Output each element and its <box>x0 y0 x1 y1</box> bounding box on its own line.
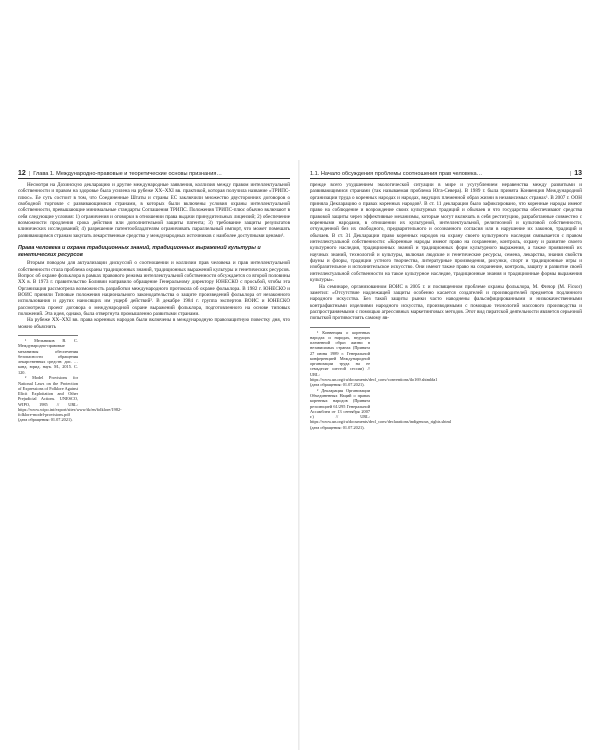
paragraph: На семинаре, организованном ВОИС в 2005 г. и посвященном проблеме охраны фольклора, М. Фичор (M. Ficsor) заметил: «Отсутствие надлежащей защиты особенно касается создателей и производителей предметов подлинного народного искусства. Без такой защиты рынки часто наводнены фальсифицированными и низкокачественными контрафактными изделиями народного искусства, производимыми с помощью технологий массового производства и распространяемыми с помощью агрессивных маркетинговых методов. Этот вид пиратской деятельности является серьезной попыткой противостоять самому яв- <box>310 283 582 322</box>
right-page-number: 13 <box>574 170 582 177</box>
left-footnotes <box>18 335 122 423</box>
right-running-head <box>310 170 582 179</box>
header-separator: | <box>28 170 31 177</box>
footnote: ¹ Мельников В. С. Международно-правовые механизмы обеспечения безопасности обращения лекарственных средств: дис. … канд. юрид. наук. М., 2015. С. 120. <box>18 338 78 375</box>
left-running-head-text: Глава 1. Международно-правовые и теоретические основы признания… <box>33 170 222 177</box>
footnote: ² Декларация Организации Объединенных Наций о правах коренных народов (Принята резолюцией 61/295 Генеральной Ассамблеи от 13 сентября 2007 г.) // URL: https://www.un.org/ru/documents/decl_conv/declarations/indigenous_rights.shtml (дата обращения: 01.07.2021). <box>310 387 452 430</box>
footnote: ² Model Provisions for National Laws on the Protection of Expressions of Folklore Against Illicit Exploitation and Other Prejudicial Actions. UNESCO, WIPO, 1985 // URL: https://www.wipo.int/export/sites/www/tk/en/folklore/1982-folklore-model-provisions.pdf (дата обращения: 01.07.2021). <box>18 375 122 423</box>
right-body-text <box>310 182 582 322</box>
section-subheading: Права человека и охрана традиционных знаний, традиционных выражений культуры и генетических ресурсов <box>18 245 261 258</box>
left-page <box>18 170 290 423</box>
paragraph: Несмотря на Дохинскую декларацию и другие международные заявления, коллизия между правом интеллектуальной собственности и правом на здоровье была усилена на рубеже XX–XXI вв. практикой, которая получила название «ТРИПС-плюс». Ее суть состоит в том, что Соединенные Штаты и страны ЕС заключили множество двусторонних договоров о свободной торговле с развивающимися странами, в которых были включены условия охраны интеллектуальной собственности, превышающие минимальные стандарты Соглашения ТРИПС. Положения ТРИПС-плюс обычно включают в себя следующие условия: 1) ограничения и оговорки в отношении права выдачи принудительных лицензий; 2) обеспечение возможности продления срока действия или дополнительной защиты патента; 3) требование защиты результатов клинических исследований; 4) разрешение патентообладателям ограничивать параллельный импорт, что может помешать развивающимся странам закупать лекарственные средства у международных источников с наиболее доступными ценами¹. <box>18 182 290 239</box>
right-running-head-text: 1.1. Начало обсуждения проблемы соотношения прав человека… <box>310 170 483 177</box>
page-gutter <box>298 160 300 750</box>
left-running-head <box>18 170 290 179</box>
header-separator: | <box>569 170 572 177</box>
left-page-number: 12 <box>18 170 26 177</box>
paragraph: На рубеже XX–XXI вв. права коренных народов были включены в международную правозащитную повестку дня, что можно объяснить <box>18 317 290 330</box>
right-page <box>310 170 582 430</box>
right-footnotes <box>310 327 452 430</box>
paragraph: Вторым поводом для актуализации дискуссий о соотношении и коллизии прав человека и прав интеллектуальной собственности стала проблема охраны традиционных знаний, традиционных выражений культуры и генетических ресурсов. Вопрос об охране фольклора в рамках правового режима интеллектуальной собственности обсуждается со второй половины XX в. В 1973 г. правительство Боливии направило обращение Генеральному директору ЮНЕСКО с просьбой, чтобы эта Организация рассмотрела возможность разработки международного протокола об охране фольклора. В 1982 г. ЮНЕСКО и ВОИС приняли Типовые положения национального законодательства о защите произведений фольклора от незаконного использования и других наносящих им ущерб действий². В декабре 1984 г. группа экспертов ВОИС и ЮНЕСКО рассмотрела проект договора о международной охране выражений фольклора, подготовленного на основе типовых положений. Эта идея, однако, была отвергнута промышленно развитыми странами. <box>18 260 290 318</box>
paragraph: прежде всего ухудшением экологической ситуации в мире и усугублением неравенства между развитыми и развивающимися странами (так называемая проблема Юга-Севера). В 1989 г. была принята Конвенция Международной организации труда о коренных народах и народах, ведущих племенной образ жизни в независимых странах¹. В 2007 г. ООН приняла Декларацию о правах коренных народов². В ст. 11 декларации было зафиксировано, что коренные народы имеют право на соблюдение и возрождение своих культурных традиций и обычаев и что государства обеспечивают средства правовой защиты через эффективные механизмы, которые могут включать в себя реституцию, разработанные совместно с коренными народами, в отношении их культурной, интеллектуальной, религиозной и культовой собственности, отчужденной без их свободного, предварительного и осознанного согласия или в нарушение их законов, традиций и обычаев. В ст. 31 Декларации право коренных народов на охрану своего культурного наследия связывается с правом интеллектуальной собственности: «Коренные народы имеют право на сохранение, контроль, охрану и развитие своего культурного наследия, традиционных знаний и традиционных форм культурного выражения, а также проявлений их научных знаний, технологий и культуры, включая людские и генетические ресурсы, семена, лекарства, знания свойств фауны и флоры, традиции устного творчества, литературные произведения, рисунки, спорт и традиционные игры и изобразительное и исполнительское искусство. Они имеют также право на сохранение, контроль, защиту и развитие своей интеллектуальной собственности на такое культурное наследие, традиционные знания и традиционные формы выражения культуры». <box>310 182 582 284</box>
left-body-text <box>18 182 290 330</box>
footnote: ¹ Конвенция о коренных народах и народах, ведущих племенной образ жизни в независимых странах (Принята 27 июня 1989 г. Генеральной конференцией Международной организации труда на ее семьдесят шестой сессии) // URL: https://www.un.org/ru/documents/decl_conv/conventions/ilo169.shtml#a1 (дата обращения: 01.07.2021). <box>310 329 438 388</box>
